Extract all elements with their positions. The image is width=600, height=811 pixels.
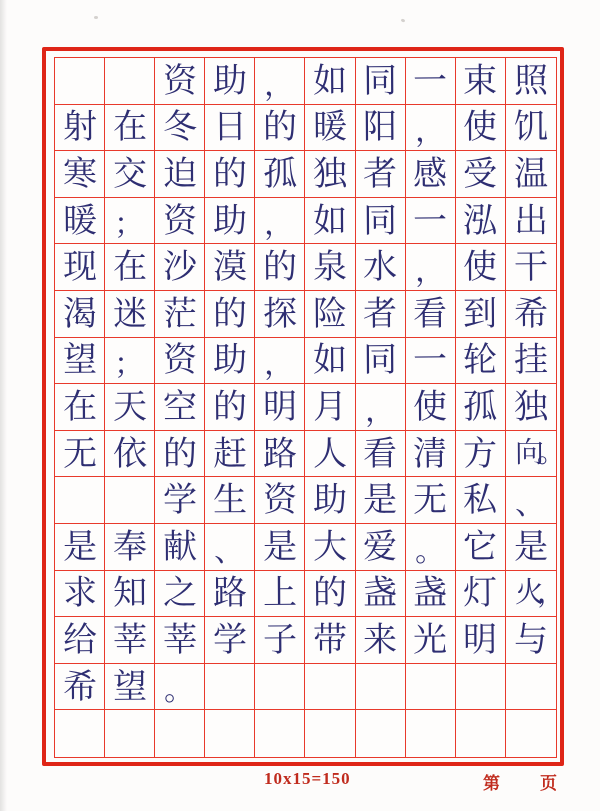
handwritten-char: 盏	[363, 574, 398, 613]
grid-cell	[506, 524, 556, 571]
handwritten-char: 资	[262, 481, 298, 520]
handwritten-char: 它	[463, 527, 498, 566]
grid-cell	[506, 710, 556, 757]
handwritten-char: 明	[463, 620, 498, 660]
handwritten-char: 迫	[162, 154, 197, 194]
grid-cell	[305, 244, 355, 291]
grid-cell	[105, 384, 155, 431]
grid-cell	[506, 291, 556, 338]
grid-cell	[255, 664, 305, 711]
handwritten-char: 茫	[162, 294, 197, 333]
handwritten-char: ，	[364, 394, 395, 428]
grid-cell	[356, 571, 406, 618]
grid-cell	[356, 291, 406, 338]
handwritten-char: ，	[264, 348, 295, 382]
grid-cell	[55, 617, 105, 664]
grid-cell	[155, 571, 205, 618]
handwritten-char: 的	[162, 434, 197, 473]
handwritten-char: 来	[363, 620, 398, 660]
handwritten-char: 助	[212, 201, 247, 240]
grid-cell	[155, 477, 205, 524]
grid-cell	[105, 664, 155, 711]
handwritten-char: 。	[414, 534, 445, 568]
grid-cell	[105, 198, 155, 245]
handwritten-char: 渴	[62, 294, 97, 333]
handwritten-char: 希	[62, 667, 97, 706]
grid-cell	[356, 664, 406, 711]
grid-cell	[456, 338, 506, 385]
grid-cell	[506, 431, 560, 478]
grid-cell	[506, 338, 556, 385]
handwritten-char: 到	[463, 294, 498, 333]
handwritten-char: 爱	[363, 527, 398, 566]
handwritten-char: 寒	[62, 154, 97, 194]
handwritten-char: 如	[312, 201, 348, 240]
handwritten-char: 与	[513, 620, 549, 660]
handwritten-char: 资	[162, 61, 197, 100]
grid-cell	[456, 571, 506, 618]
handwritten-char: 暖	[312, 108, 348, 147]
grid-cell	[205, 617, 255, 664]
grid-cell	[155, 105, 205, 152]
grid-cell	[406, 524, 456, 571]
handwritten-char: 路	[262, 434, 298, 473]
grid-cell	[305, 477, 355, 524]
grid-cell	[506, 664, 556, 711]
grid-cell	[305, 291, 355, 338]
grid-cell	[205, 105, 255, 152]
handwritten-char: 。	[164, 674, 195, 708]
handwritten-char: 月	[312, 387, 348, 427]
grid-cell	[406, 664, 456, 711]
grid-cell	[205, 338, 255, 385]
grid-cell	[456, 664, 506, 711]
handwritten-char: 使	[463, 108, 498, 147]
handwritten-char: 看	[363, 434, 398, 473]
grid-cell	[356, 198, 406, 245]
handwritten-char: 献	[162, 527, 197, 566]
handwritten-char: 路	[212, 574, 247, 613]
grid-cell	[456, 58, 506, 105]
handwritten-char: 是	[513, 527, 549, 566]
grid-cell	[255, 477, 305, 524]
grid-cell	[506, 198, 556, 245]
grid-cell	[105, 58, 155, 105]
handwritten-char: 学	[212, 620, 247, 660]
grid-cell	[55, 338, 105, 385]
handwritten-char: 者	[363, 294, 398, 333]
handwritten-char: 火，	[514, 576, 560, 610]
handwritten-char: 子	[262, 620, 298, 660]
handwritten-char: 私	[463, 481, 498, 520]
grid-cell	[205, 524, 255, 571]
grid-cell	[55, 710, 105, 757]
handwritten-char: 学	[162, 481, 197, 520]
grid-cell	[255, 58, 305, 105]
handwritten-char: 方	[463, 434, 498, 473]
handwritten-char: 无	[62, 434, 97, 473]
grid-cell	[205, 384, 255, 431]
grid-cell	[155, 338, 205, 385]
handwritten-char: 的	[312, 574, 348, 613]
grid-cell	[456, 291, 506, 338]
scan-speck	[401, 18, 406, 22]
handwritten-char: 者	[363, 154, 398, 194]
grid-cell	[105, 105, 155, 152]
grid-cell	[255, 244, 305, 291]
handwritten-char: 同	[363, 61, 398, 100]
grid-cell	[356, 617, 406, 664]
handwritten-char: 射	[62, 108, 97, 147]
grid-cell	[255, 710, 305, 757]
grid-cell	[155, 384, 205, 431]
handwritten-char: 同	[363, 341, 398, 380]
grid-cell	[105, 151, 155, 198]
grid-cell	[305, 105, 355, 152]
handwritten-char: 、	[514, 487, 546, 522]
scan-speck	[94, 16, 98, 19]
grid-cell	[255, 524, 305, 571]
grid-cell	[456, 431, 506, 478]
grid-cell	[406, 384, 456, 431]
handwritten-char: 的	[212, 154, 247, 194]
handwritten-char: 给	[62, 620, 97, 660]
handwritten-char: 一	[413, 341, 448, 380]
grid-cell	[305, 198, 355, 245]
handwritten-char: 人	[312, 434, 348, 473]
grid-cell	[105, 524, 155, 571]
grid-cell	[506, 384, 556, 431]
grid-cell	[155, 524, 205, 571]
grid-cell	[305, 384, 355, 431]
handwritten-char: 温	[513, 154, 549, 194]
grid-cell	[506, 105, 556, 152]
grid-cell	[55, 198, 105, 245]
handwritten-char: ；	[113, 208, 145, 242]
grid-cell	[155, 710, 205, 757]
handwritten-char: 知	[112, 574, 147, 613]
grid-cell	[506, 58, 556, 105]
grid-cell	[155, 244, 205, 291]
handwritten-char: 上	[262, 574, 298, 613]
handwritten-char: 轮	[463, 341, 498, 380]
grid-cell	[305, 571, 355, 618]
grid-cell	[205, 477, 255, 524]
handwritten-char: 现	[62, 248, 97, 287]
grid-cell	[406, 477, 456, 524]
grid-cell	[155, 198, 205, 245]
handwritten-char: 沙	[162, 248, 197, 287]
handwritten-char: 助	[312, 481, 348, 520]
handwritten-char: ，	[264, 208, 295, 242]
grid-cell	[356, 151, 406, 198]
grid-cell	[506, 571, 560, 618]
grid-cell	[305, 524, 355, 571]
grid-cell	[305, 664, 355, 711]
handwritten-char: 如	[312, 61, 348, 100]
grid-cell	[55, 477, 105, 524]
grid-cell	[456, 384, 506, 431]
grid-cell	[55, 244, 105, 291]
grid-cell	[105, 710, 155, 757]
grid-cell	[406, 151, 456, 198]
grid-cell	[406, 105, 456, 152]
grid-cell	[205, 198, 255, 245]
handwritten-char: 向。	[514, 436, 560, 470]
grid-cell	[456, 524, 506, 571]
grid-cell	[155, 151, 205, 198]
handwritten-char: ，	[264, 68, 295, 102]
handwritten-char: 独	[513, 387, 549, 427]
handwritten-char: 资	[162, 341, 197, 380]
handwritten-char: 迷	[112, 294, 147, 333]
handwritten-char: 莘	[162, 620, 197, 660]
grid-cell	[305, 338, 355, 385]
handwritten-char: 明	[262, 387, 298, 427]
handwritten-char: 如	[312, 341, 348, 380]
handwritten-char: 使	[463, 248, 498, 287]
grid-cell	[205, 291, 255, 338]
handwritten-char: 看	[413, 294, 448, 333]
grid-cell	[55, 105, 105, 152]
grid-cell	[356, 105, 406, 152]
grid-cell	[356, 58, 406, 105]
handwritten-char: 在	[62, 387, 97, 427]
handwritten-char: 助	[212, 341, 247, 380]
grid-cell	[456, 151, 506, 198]
grid-cell	[255, 105, 305, 152]
handwritten-char: 是	[363, 481, 398, 520]
grid-cell	[155, 617, 205, 664]
handwritten-char: ，	[414, 254, 445, 289]
handwritten-char: 清	[413, 434, 448, 473]
handwritten-char: 暖	[62, 201, 97, 240]
handwritten-char: 探	[262, 294, 298, 333]
grid-cell	[356, 710, 406, 757]
page-label-prefix: 第	[483, 774, 500, 793]
grid-cell	[205, 244, 255, 291]
handwritten-char: 在	[112, 248, 147, 287]
handwritten-char: 漠	[212, 248, 247, 287]
handwritten-char: 无	[413, 481, 448, 520]
grid-cell	[356, 338, 406, 385]
grid-cell	[255, 291, 305, 338]
handwritten-char: 独	[312, 154, 348, 194]
grid-cell	[105, 291, 155, 338]
handwritten-char: 交	[112, 154, 147, 194]
grid-cell	[55, 431, 105, 478]
grid-cell	[155, 291, 205, 338]
grid-cell	[406, 291, 456, 338]
grid-cell	[506, 244, 556, 291]
grid-cell	[506, 617, 556, 664]
handwritten-char: 大	[312, 527, 348, 566]
handwritten-char: 挂	[513, 341, 549, 380]
handwritten-char: 险	[312, 294, 348, 333]
handwritten-char: 使	[413, 387, 448, 427]
handwritten-char: 依	[112, 434, 147, 473]
grid-cell	[205, 571, 255, 618]
grid-cell	[205, 710, 255, 757]
writing-grid	[54, 57, 560, 758]
grid-cell	[255, 338, 305, 385]
handwritten-char: 望	[112, 667, 147, 706]
handwritten-char: 空	[162, 387, 197, 427]
handwritten-char: 之	[162, 574, 197, 613]
handwritten-char: 的	[212, 294, 247, 333]
grid-cell	[305, 151, 355, 198]
grid-cell	[105, 571, 155, 618]
grid-cell	[55, 58, 105, 105]
grid-cell	[255, 571, 305, 618]
grid-cell	[406, 617, 456, 664]
handwritten-char: 资	[162, 201, 197, 240]
grid-cell	[255, 431, 305, 478]
handwritten-char: 灯	[463, 574, 498, 613]
handwritten-char: 同	[363, 201, 398, 240]
handwritten-char: 感	[413, 154, 448, 194]
grid-cell	[456, 477, 506, 524]
grid-cell	[105, 244, 155, 291]
grid-cell	[305, 431, 355, 478]
handwritten-char: 的	[262, 248, 298, 287]
grid-cell	[456, 244, 506, 291]
grid-cell	[255, 384, 305, 431]
grid-cell	[155, 431, 205, 478]
handwritten-char: 一	[413, 61, 448, 100]
grid-cell	[406, 244, 456, 291]
handwritten-char: 泓	[463, 201, 498, 240]
handwritten-char: 照	[513, 61, 549, 100]
grid-cell	[406, 571, 456, 618]
handwritten-char: 带	[312, 620, 348, 660]
grid-cell	[356, 524, 406, 571]
grid-cell	[205, 151, 255, 198]
handwritten-char: 饥	[513, 108, 549, 147]
handwritten-char: 的	[212, 387, 247, 427]
handwritten-char: 在	[112, 108, 147, 147]
grid-cell	[255, 151, 305, 198]
handwritten-char: 泉	[312, 248, 348, 287]
handwritten-char: 生	[212, 481, 247, 520]
grid-cell	[506, 477, 556, 524]
grid-cell	[205, 58, 255, 105]
grid-cell	[205, 664, 255, 711]
grid-cell	[155, 58, 205, 105]
grid-cell	[356, 431, 406, 478]
grid-cell	[356, 477, 406, 524]
grid-cell	[105, 431, 155, 478]
footer-grid-spec: 10x15=150	[264, 769, 351, 788]
handwritten-char: 助	[212, 61, 247, 100]
handwritten-char: 受	[463, 154, 498, 194]
handwritten-char: 莘	[112, 620, 147, 660]
grid-cell	[105, 477, 155, 524]
grid-cell	[255, 617, 305, 664]
handwritten-char: 水	[363, 248, 398, 287]
handwritten-char: 是	[62, 527, 97, 566]
grid-cell	[205, 431, 255, 478]
handwritten-char: 光	[413, 620, 448, 660]
grid-cell	[406, 58, 456, 105]
handwritten-char: 、	[214, 534, 245, 568]
grid-cell	[356, 244, 406, 291]
grid-cell	[456, 105, 506, 152]
grid-cell	[55, 524, 105, 571]
grid-cell	[305, 617, 355, 664]
grid-cell	[255, 198, 305, 245]
grid-cell	[55, 151, 105, 198]
handwritten-char: 孤	[262, 154, 298, 194]
grid-cell	[456, 617, 506, 664]
handwritten-char: 孤	[463, 387, 498, 427]
grid-cell	[105, 338, 155, 385]
handwritten-char: 干	[513, 248, 549, 287]
handwritten-char: 盏	[413, 574, 448, 613]
grid-cell	[105, 617, 155, 664]
grid-cell	[55, 384, 105, 431]
grid-cell	[55, 291, 105, 338]
handwritten-char: 奉	[112, 527, 147, 566]
handwritten-char: 冬	[162, 108, 197, 147]
handwritten-char: 天	[112, 387, 147, 427]
handwritten-char: 望	[62, 341, 97, 380]
scanned-page-edge	[0, 0, 7, 811]
handwritten-char: 求	[62, 574, 97, 613]
grid-cell	[406, 710, 456, 757]
handwritten-char: 希	[513, 294, 549, 333]
handwritten-char: 的	[262, 108, 298, 147]
handwritten-char: 出	[513, 201, 549, 240]
grid-cell	[456, 710, 506, 757]
handwritten-char: 束	[463, 61, 498, 100]
page-label-suffix: 页	[540, 774, 557, 793]
handwritten-char: 是	[262, 527, 298, 566]
grid-cell	[55, 571, 105, 618]
handwritten-char: ，	[414, 115, 445, 149]
grid-cell	[305, 58, 355, 105]
handwritten-char: 一	[413, 201, 448, 240]
grid-cell	[155, 664, 205, 711]
grid-cell	[305, 710, 355, 757]
grid-cell	[55, 664, 105, 711]
footer-page-number	[483, 769, 557, 794]
handwritten-char: 赶	[212, 434, 247, 473]
handwritten-char: ；	[113, 348, 145, 382]
grid-cell	[356, 384, 406, 431]
grid-cell	[506, 151, 556, 198]
handwritten-char: 阳	[363, 108, 398, 147]
grid-cell	[456, 198, 506, 245]
grid-cell	[406, 338, 456, 385]
grid-cell	[406, 431, 456, 478]
grid-cell	[406, 198, 456, 245]
handwritten-char: 日	[212, 108, 247, 147]
